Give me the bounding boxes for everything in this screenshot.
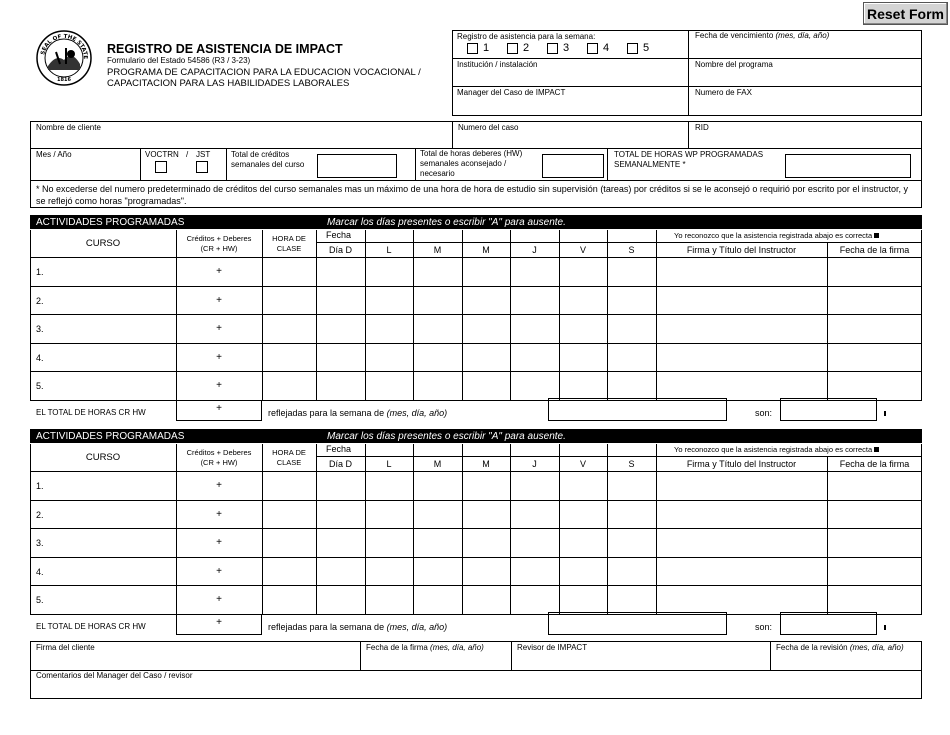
credits-cell[interactable]: + <box>216 380 222 391</box>
month-year-field[interactable]: Mes / Año <box>36 150 72 159</box>
course-row-5[interactable]: 5. <box>36 381 44 391</box>
total-credits-input[interactable] <box>317 154 397 178</box>
tick-mark <box>884 411 886 416</box>
day-col-2: M <box>433 244 442 255</box>
client-signature-field[interactable]: Firma del cliente <box>36 643 95 652</box>
seal-text: SEAL OF THE STATE <box>40 33 89 60</box>
week-of-input[interactable] <box>548 612 727 635</box>
col-firma-instructor: Firma y Título del Instructor <box>686 244 797 255</box>
col-hora-header: HORA DE CLASE <box>272 233 306 253</box>
credits-cell[interactable]: + <box>216 352 222 363</box>
course-row-3[interactable]: 3. <box>36 538 44 548</box>
day-col-1: L <box>386 458 392 469</box>
week-of-input[interactable] <box>548 398 727 421</box>
day-col-1: L <box>386 244 392 255</box>
col-firma-instructor: Firma y Título del Instructor <box>686 458 797 469</box>
credits-cell[interactable]: + <box>216 566 222 577</box>
program-line-1: PROGRAMA DE CAPACITACION PARA LA EDUCACION VOCACIONAL / <box>107 67 421 78</box>
course-row-5[interactable]: 5. <box>36 595 44 605</box>
day-col-3: M <box>482 458 490 469</box>
voctrn-label: VOCTRN <box>145 150 179 159</box>
rid-field[interactable]: RID <box>695 123 709 132</box>
day-col-6: S <box>628 458 635 469</box>
credits-cell[interactable]: + <box>216 295 222 306</box>
course-row-3[interactable]: 3. <box>36 324 44 334</box>
dia-label: Día D <box>328 458 352 469</box>
due-date-field[interactable]: Fecha de vencimiento (mes, día, año) <box>695 31 830 40</box>
total-credits-label: Total de créditos semanales del curso <box>231 150 305 169</box>
week-3-checkbox[interactable] <box>547 43 558 54</box>
reflected-label: reflejadas para la semana de (mes, día, año) <box>268 407 448 418</box>
col-curso-header: CURSO <box>85 452 121 463</box>
section-1-header-bar: ACTIVIDADES PROGRAMADAS Marcar los días presentes o escribir "A" para ausente. <box>30 215 922 229</box>
week-4-checkbox[interactable] <box>587 43 598 54</box>
total-wp-label: TOTAL DE HORAS WP PROGRAMADAS SEMANALMENTE * <box>614 150 764 169</box>
week-1-checkbox[interactable] <box>467 43 478 54</box>
case-manager-field[interactable]: Manager del Caso de IMPACT <box>457 88 566 97</box>
credits-cell[interactable]: + <box>216 323 222 334</box>
son-label: son: <box>755 407 773 418</box>
day-col-3: M <box>482 244 490 255</box>
total-wp-input[interactable] <box>785 154 911 178</box>
week-2-checkbox[interactable] <box>507 43 518 54</box>
total-hours-input[interactable]: + <box>176 400 262 421</box>
credits-cell[interactable]: + <box>216 537 222 548</box>
col-credits-header: Créditos + Deberes (CR + HW) <box>186 447 252 467</box>
day-col-5: V <box>579 458 586 469</box>
son-label: son: <box>755 621 773 632</box>
client-name-field[interactable]: Nombre de cliente <box>36 123 101 132</box>
total-hours-label: EL TOTAL DE HORAS CR HW <box>36 621 146 631</box>
state-seal-logo <box>36 30 92 86</box>
jst-checkbox[interactable] <box>196 161 208 173</box>
fax-field[interactable]: Numero de FAX <box>695 88 752 97</box>
comments-field[interactable]: Comentarios del Manager del Caso / revisor <box>36 671 193 680</box>
jst-label: JST <box>196 150 211 159</box>
credits-cell[interactable]: + <box>216 509 222 520</box>
day-col-6: S <box>628 244 635 255</box>
sign-date-field[interactable]: Fecha de la firma (mes, día, año) <box>366 643 484 652</box>
day-col-5: V <box>579 244 586 255</box>
total-hours-label: EL TOTAL DE HORAS CR HW <box>36 407 146 417</box>
fecha-label: Fecha <box>326 230 352 240</box>
day-col-2: M <box>433 458 442 469</box>
course-row-2[interactable]: 2. <box>36 510 44 520</box>
course-row-2[interactable]: 2. <box>36 296 44 306</box>
total-hw-input[interactable] <box>542 154 604 178</box>
course-row-1[interactable]: 1. <box>36 267 44 277</box>
acknowledge-text: Yo reconozco que la asistencia registrada abajo es correcta <box>674 231 879 240</box>
col-fecha-firma: Fecha de la firma <box>839 244 910 255</box>
form-number: Formulario del Estado 54586 (R3 / 3-23) <box>107 56 251 65</box>
tick-mark <box>884 625 886 630</box>
total-hw-label: Total de horas deberes (HW) semanales aconsejado / necesario <box>420 149 523 178</box>
dia-label: Día D <box>328 244 352 255</box>
slash-label: / <box>186 150 189 159</box>
credits-cell[interactable]: + <box>216 266 222 277</box>
form-title: REGISTRO DE ASISTENCIA DE IMPACT <box>107 42 343 56</box>
col-curso-header: CURSO <box>85 238 121 249</box>
week-label: Registro de asistencia para la semana: <box>457 32 596 41</box>
section-2-header-bar: ACTIVIDADES PROGRAMADAS Marcar los días presentes o escribir "A" para ausente. <box>30 429 922 443</box>
week-checkbox-group: 1 2 3 4 5 <box>467 42 667 54</box>
course-row-1[interactable]: 1. <box>36 481 44 491</box>
program-name-field[interactable]: Nombre del programa <box>695 60 773 69</box>
credits-cell[interactable]: + <box>216 594 222 605</box>
seal-year: 1816 <box>57 77 71 83</box>
day-col-4: J <box>532 458 537 469</box>
col-fecha-firma: Fecha de la firma <box>839 458 910 469</box>
col-hora-header: HORA DE CLASE <box>272 447 306 467</box>
fecha-label: Fecha <box>326 444 352 454</box>
day-col-4: J <box>532 244 537 255</box>
course-row-4[interactable]: 4. <box>36 353 44 363</box>
voctrn-checkbox[interactable] <box>155 161 167 173</box>
total-hours-input[interactable]: + <box>176 614 262 635</box>
acknowledge-text: Yo reconozco que la asistencia registrada abajo es correcta <box>674 445 879 454</box>
institution-field[interactable]: Institución / instalación <box>457 60 538 69</box>
week-5-checkbox[interactable] <box>627 43 638 54</box>
reviewer-field[interactable]: Revisor de IMPACT <box>517 643 588 652</box>
son-input[interactable] <box>780 398 877 421</box>
program-line-2: CAPACITACION PARA LAS HABILIDADES LABORALES <box>107 78 350 89</box>
son-input[interactable] <box>780 612 877 635</box>
reflected-label: reflejadas para la semana de (mes, día, año) <box>268 621 448 632</box>
case-number-field[interactable]: Numero del caso <box>458 123 519 132</box>
course-row-4[interactable]: 4. <box>36 567 44 577</box>
credits-cell[interactable]: + <box>216 480 222 491</box>
review-date-field[interactable]: Fecha de la revisión (mes, día, año) <box>776 643 904 652</box>
note-text: * No excederse del numero predeterminado de créditos del curso semanales mas un máximo de una hora de hora de estudio sin supervisión (tareas) por créditos si se le aconsejó o requirió por escrito por el instructor, y se reflejó como horas "programadas". <box>36 184 908 206</box>
reset-form-button[interactable]: Reset Form <box>863 2 948 25</box>
col-credits-header: Créditos + Deberes (CR + HW) <box>186 233 252 253</box>
